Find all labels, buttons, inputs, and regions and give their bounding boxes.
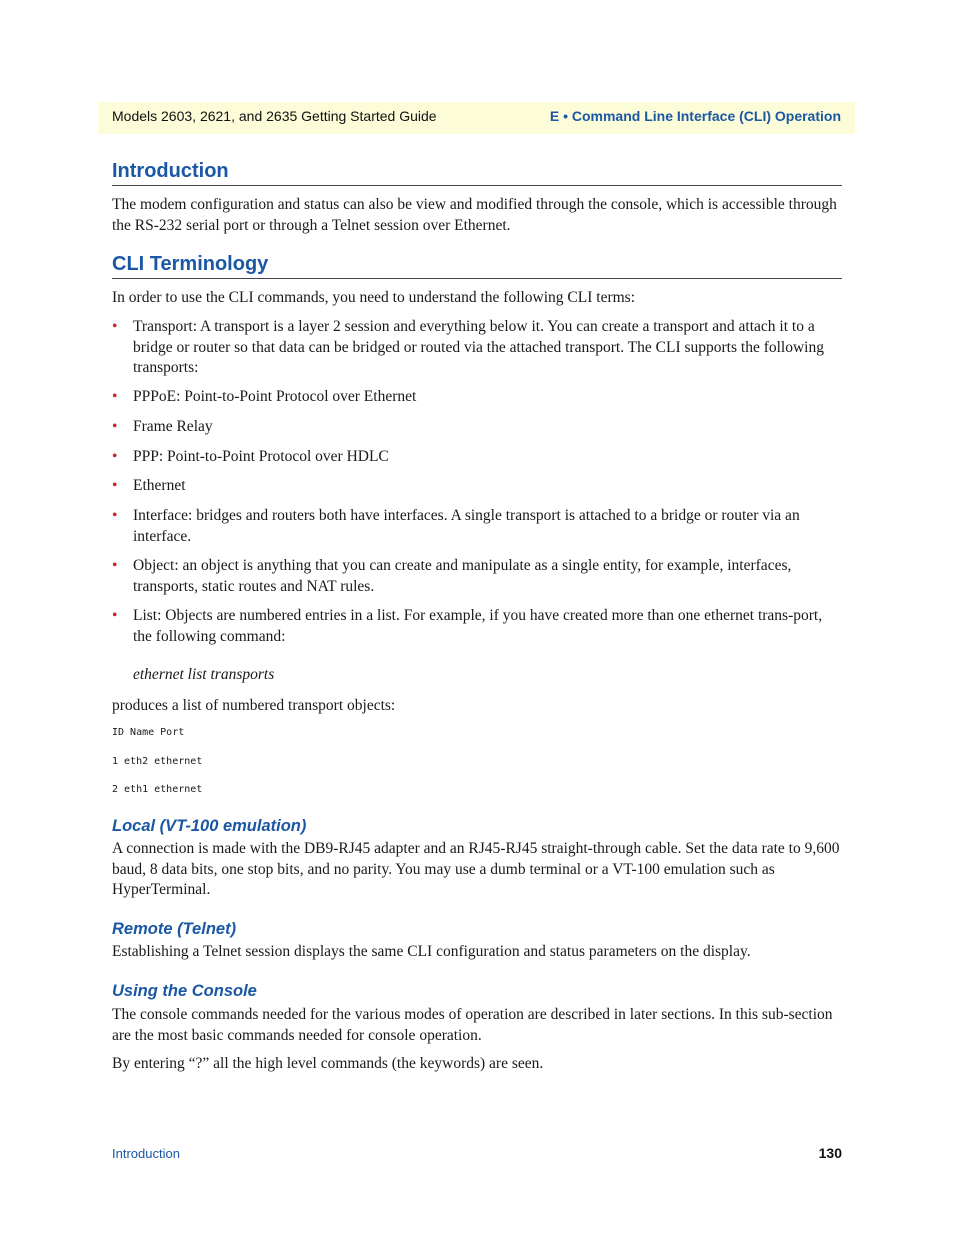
- bullet-marker: •: [112, 388, 118, 405]
- list-item: [112, 387, 842, 408]
- list-item: [112, 417, 842, 438]
- header-guide-title: Models 2603, 2621, and 2635 Getting Started Guide: [112, 108, 437, 124]
- list-item-text: Frame Relay: [133, 418, 213, 435]
- listing-line: 1 eth2 ethernet: [112, 756, 203, 767]
- bullet-marker: •: [112, 448, 118, 465]
- cli-lead-paragraph: In order to use the CLI commands, you need to understand the following CLI terms:: [112, 289, 636, 306]
- command-example: ethernet list transports: [133, 666, 275, 683]
- list-item-text: Ethernet: [133, 477, 186, 494]
- produces-paragraph: produces a list of numbered transport objects:: [112, 697, 396, 714]
- list-item: [112, 556, 842, 597]
- bullet-marker: •: [112, 318, 118, 335]
- list-item-text: Interface: bridges and routers both have interfaces. A single transport is attached to a bridge or router via an interface.: [133, 507, 800, 545]
- heading-remote: Remote (Telnet): [112, 920, 237, 938]
- bullet-marker: •: [112, 607, 118, 624]
- remote-paragraph: Establishing a Telnet session displays the same CLI configuration and status parameters on the display.: [112, 943, 751, 960]
- heading-cli-terminology: CLI Terminology: [112, 253, 842, 279]
- running-header: [98, 102, 855, 134]
- intro-paragraph: The modem configuration and status can also be view and modified through the console, which is accessible through the RS-232 serial port or through a Telnet session over Ethernet.: [112, 196, 837, 234]
- list-item-text: Transport: A transport is a layer 2 session and everything below it. You can create a transport and attach it to a bridge or router so that data can be bridged or routed via the attached transport. The CLI supports the following transports:: [133, 318, 824, 376]
- list-item-text: PPP: Point-to-Point Protocol over HDLC: [133, 448, 389, 465]
- list-item-text: PPPoE: Point-to-Point Protocol over Ethernet: [133, 388, 417, 405]
- local-paragraph: A connection is made with the DB9-RJ45 adapter and an RJ45-RJ45 straight-through cable. Set the data rate to 9,600 baud, 8 data bits, one stop bits, and no parity. You may use a dumb terminal or a VT-100 emulation such as HyperTerminal.: [112, 840, 840, 898]
- list-item: [112, 317, 842, 379]
- page-number: 130: [818, 1145, 842, 1161]
- bullet-marker: •: [112, 507, 118, 524]
- heading-introduction: Introduction: [112, 160, 842, 186]
- list-item-text: List: Objects are numbered entries in a list. For example, if you have created more than one ethernet trans-port, the following command:: [133, 607, 823, 645]
- list-item-text: Object: an object is anything that you can create and manipulate as a single entity, for example, interfaces, transports, static routes and NAT rules.: [133, 557, 792, 595]
- heading-local: Local (VT-100 emulation): [112, 817, 307, 835]
- listing-line: 2 eth1 ethernet: [112, 784, 203, 795]
- bullet-marker: •: [112, 557, 118, 574]
- console-paragraph-1: The console commands needed for the various modes of operation are described in later sections. In this sub-section are the most basic commands needed for console operation.: [112, 1006, 833, 1044]
- footer-section-name: Introduction: [112, 1146, 180, 1161]
- bullet-marker: •: [112, 418, 118, 435]
- console-paragraph-2: By entering “?” all the high level commands (the keywords) are seen.: [112, 1055, 544, 1072]
- listing-line: ID Name Port: [112, 727, 185, 738]
- header-chapter-title: E • Command Line Interface (CLI) Operation: [549, 108, 841, 124]
- list-item: [112, 506, 842, 547]
- list-item: [112, 476, 842, 497]
- bullet-marker: •: [112, 477, 118, 494]
- list-item: [112, 447, 842, 468]
- heading-using-console: Using the Console: [112, 982, 257, 1000]
- list-item: [112, 606, 842, 647]
